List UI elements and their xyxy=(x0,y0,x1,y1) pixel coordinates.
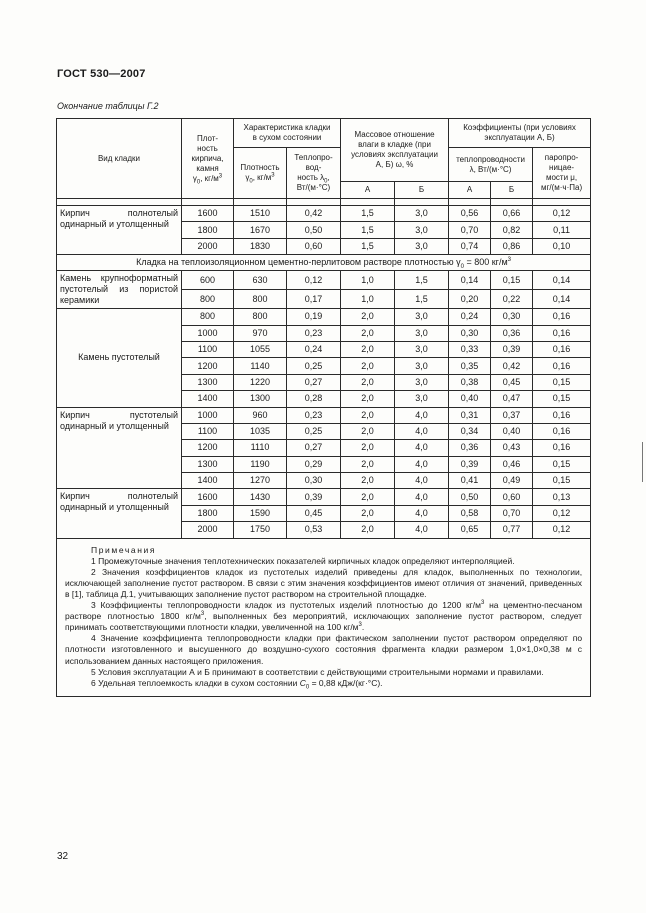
note-6: 6 Удельная теплоемкость кладки в сухом состоянии $C_0 = 0,88$ кДж/(кг·°С). xyxy=(91,677,383,691)
table-cell: 4,0 xyxy=(395,473,449,489)
table-cell: 0,30 xyxy=(491,309,533,325)
table-cell: 0,16 xyxy=(533,423,591,439)
table-cell: 0,16 xyxy=(533,325,591,341)
table-cell: 0,20 xyxy=(449,290,491,309)
table-cell: 0,15 xyxy=(533,473,591,489)
table-cell: 0,36 xyxy=(491,325,533,341)
table-cell: 1,5 xyxy=(341,222,395,238)
table-cell: 2,0 xyxy=(341,423,395,439)
table-cell: 0,37 xyxy=(491,407,533,423)
table-cell: 2,0 xyxy=(341,489,395,505)
table-cell: 1270 xyxy=(234,473,287,489)
table-cell: 800 xyxy=(234,290,287,309)
table-cell: 0,30 xyxy=(449,325,491,341)
table-cell: 0,50 xyxy=(287,222,341,238)
table-cell: 1,5 xyxy=(341,206,395,222)
table-cell: 0,12 xyxy=(287,271,341,290)
section-heading-part: = 800 кг/м xyxy=(463,257,508,268)
table-cell: 0,70 xyxy=(491,505,533,521)
section-row xyxy=(57,255,591,271)
table-cell: 1800 xyxy=(182,222,234,238)
table-cell: 1600 xyxy=(182,206,234,222)
table-cell: 3,0 xyxy=(395,206,449,222)
table-cell: 1600 xyxy=(182,489,234,505)
table-cell: 2,0 xyxy=(341,341,395,357)
table-cell: 1200 xyxy=(182,358,234,374)
header-conductivity-b: Б xyxy=(491,182,533,199)
header-dry-conductivity: Теплопро- вод- ность $\lambda_0$, Вт/(м·°С) xyxy=(287,148,341,199)
table-cell: 800 xyxy=(182,309,234,325)
table-cell: 0,24 xyxy=(287,341,341,357)
table-cell: 1100 xyxy=(182,423,234,439)
table-cell: 0,39 xyxy=(449,456,491,472)
table-cell: 1140 xyxy=(234,358,287,374)
table-caption: Окончание таблицы Г.2 xyxy=(57,101,159,111)
masonry-kind-cell: Камень крупноформатный пустотелый из пористой керамики xyxy=(57,271,182,309)
table-cell: 1800 xyxy=(182,505,234,521)
header-kind: Вид кладки xyxy=(57,119,182,199)
table-cell: 0,22 xyxy=(491,290,533,309)
table-cell: 0,35 xyxy=(449,358,491,374)
table-cell: 0,40 xyxy=(491,423,533,439)
note-5: 5 Условия эксплуатации А и Б принимают в соответствии с действующими строительными нормами и правилами. xyxy=(91,666,544,677)
table-cell: 4,0 xyxy=(395,423,449,439)
table-cell: 0,16 xyxy=(533,358,591,374)
table-cell: 3,0 xyxy=(395,325,449,341)
table-cell: 4,0 xyxy=(395,505,449,521)
header-vapor-permeability: паропро- ницае- мости μ, мг/(м·ч·Па) xyxy=(533,148,591,199)
table-cell: 0,14 xyxy=(533,271,591,290)
table-cell: 1,5 xyxy=(341,238,395,254)
table-cell: 2,0 xyxy=(341,358,395,374)
table-cell: 0,27 xyxy=(287,374,341,390)
note-4: 4 Значение коэффициента теплопроводности кладки при фактическом заполнении пустот раствором определяют по плотности изготовленного и высушенного до воздушно-сухого состояния фрагмента кладки размером 1,0×1,0×0,38 м с использованием данных настоящего приложения. xyxy=(65,633,583,666)
table-cell: 0,15 xyxy=(533,456,591,472)
table-cell: 3,0 xyxy=(395,238,449,254)
table-cell: 0,66 xyxy=(491,206,533,222)
table-cell: 1,5 xyxy=(395,271,449,290)
header-moisture: Массовое отношение влаги в кладке (при условиях эксплуатации А, Б) ω, % xyxy=(341,119,449,182)
table-cell: 2,0 xyxy=(341,505,395,521)
table-cell: 0,25 xyxy=(287,358,341,374)
table-cell: 0,27 xyxy=(287,440,341,456)
table-cell: 0,60 xyxy=(287,238,341,254)
table-row xyxy=(57,271,591,290)
table-cell: 1200 xyxy=(182,440,234,456)
table-cell: 630 xyxy=(234,271,287,290)
table-cell: 0,16 xyxy=(533,341,591,357)
table-cell: 2,0 xyxy=(341,473,395,489)
table-cell: 0,14 xyxy=(533,290,591,309)
note-1: 1 Промежуточные значения теплотехнических показателей кирпичных кладок определяют интерполяцией. xyxy=(91,555,515,566)
section-heading-part: 0 xyxy=(460,263,464,270)
table-cell: 970 xyxy=(234,325,287,341)
table-cell: 0,13 xyxy=(533,489,591,505)
table-cell: 4,0 xyxy=(395,489,449,505)
table-cell: 2,0 xyxy=(341,456,395,472)
table-cell: 0,45 xyxy=(491,374,533,390)
table-cell: 2,0 xyxy=(341,440,395,456)
table-cell: 1190 xyxy=(234,456,287,472)
header-conductivity-a: А xyxy=(449,182,491,199)
table-cell: 3,0 xyxy=(395,374,449,390)
table-cell: 0,16 xyxy=(533,407,591,423)
table-cell: 4,0 xyxy=(395,522,449,538)
table-cell: 0,74 xyxy=(449,238,491,254)
table-cell: 1430 xyxy=(234,489,287,505)
header-moisture-a: А xyxy=(341,182,395,199)
section-heading-part: 3 xyxy=(507,257,511,264)
header-brick-density: Плот- ность кирпича, камня $\gamma_0$, $кг/м^3$ xyxy=(182,119,234,199)
table-cell: 1510 xyxy=(234,206,287,222)
table-cell: 2,0 xyxy=(341,407,395,423)
note-2: 2 Значения коэффициентов кладок из пустотелых изделий приведены для кладок, выполненных по технологии, исключающей заполнение пустот раствором. В связи с этим значения коэффициентов имеют отличия от значений, приведенных в [1], таблица Д.1, учитывающих заполнение пустот раствором на строительной площадке. xyxy=(65,566,583,600)
header-dry-group: Характеристика кладки в сухом состоянии xyxy=(234,119,341,148)
table-cell: 1300 xyxy=(234,391,287,407)
table-cell: 3,0 xyxy=(395,341,449,357)
masonry-kind-cell: Кирпич полнотелый одинарный и утолщенный xyxy=(57,489,182,538)
table-cell: 0,16 xyxy=(533,309,591,325)
table-cell: 0,10 xyxy=(533,238,591,254)
table-cell: 2,0 xyxy=(341,325,395,341)
header-coefficients: Коэффициенты (при условиях эксплуатации А, Б) xyxy=(449,119,591,148)
table-cell: 0,36 xyxy=(449,440,491,456)
table-cell: 1400 xyxy=(182,473,234,489)
table-cell: 0,11 xyxy=(533,222,591,238)
masonry-kind-cell: Кирпич полнотелый одинарный и утолщенный xyxy=(57,206,182,255)
table-cell: 3,0 xyxy=(395,222,449,238)
table-cell: 1055 xyxy=(234,341,287,357)
table-cell: 0,12 xyxy=(533,505,591,521)
table-cell: 0,29 xyxy=(287,456,341,472)
table-cell: 1110 xyxy=(234,440,287,456)
header-moisture-b: Б xyxy=(395,182,449,199)
table-cell: 0,30 xyxy=(287,473,341,489)
table-cell: 0,14 xyxy=(449,271,491,290)
masonry-kind-cell: Кирпич пустотелый одинарный и утолщенный xyxy=(57,407,182,489)
table-cell: 0,15 xyxy=(491,271,533,290)
table-cell: 0,28 xyxy=(287,391,341,407)
notes-title: Примечания xyxy=(91,544,157,555)
table-cell: 1,0 xyxy=(341,290,395,309)
table-cell: 0,12 xyxy=(533,206,591,222)
table-cell: 1750 xyxy=(234,522,287,538)
table-row xyxy=(57,407,591,423)
notes-cell xyxy=(57,538,591,696)
section-heading xyxy=(57,255,591,271)
table-cell: 1220 xyxy=(234,374,287,390)
table-cell: 1590 xyxy=(234,505,287,521)
table-cell: 0,43 xyxy=(491,440,533,456)
table-cell: 0,39 xyxy=(287,489,341,505)
table-cell: 0,49 xyxy=(491,473,533,489)
table-cell: 0,31 xyxy=(449,407,491,423)
table-cell: 0,41 xyxy=(449,473,491,489)
table-cell: 3,0 xyxy=(395,391,449,407)
table-cell: 1000 xyxy=(182,325,234,341)
table-cell: 2000 xyxy=(182,522,234,538)
header-thermal-conductivity: теплопроводности λ, Вт/(м·°С) xyxy=(449,148,533,182)
note-3: 3 Коэффициенты теплопроводности кладок из пустотелых изделий плотностью до 1200 $кг/м^3$ на цементно-песчаном растворе плотностью 1800 $кг/м^3$, выполненных без мероприятий, исключающих заполнение пустот раствором, следует принимать соответствующими плотности кладки, увеличенной на 100 $кг/м^3$. xyxy=(65,600,583,633)
table-cell: 2,0 xyxy=(341,391,395,407)
table-row xyxy=(57,309,591,325)
table-cell: 0,58 xyxy=(449,505,491,521)
table-cell: 960 xyxy=(234,407,287,423)
page-number: 32 xyxy=(57,851,69,862)
thermal-properties-table xyxy=(56,118,591,697)
table-cell: 0,50 xyxy=(449,489,491,505)
table-cell: 0,45 xyxy=(287,505,341,521)
table-cell: 4,0 xyxy=(395,407,449,423)
table-cell: 0,56 xyxy=(449,206,491,222)
table-cell: 1300 xyxy=(182,456,234,472)
table-cell: 0,15 xyxy=(533,391,591,407)
table-cell: 0,15 xyxy=(533,374,591,390)
table-cell: 0,42 xyxy=(491,358,533,374)
table-cell: 0,33 xyxy=(449,341,491,357)
table-cell: 4,0 xyxy=(395,456,449,472)
table-cell: 0,42 xyxy=(287,206,341,222)
table-cell: 4,0 xyxy=(395,440,449,456)
table-cell: 0,12 xyxy=(533,522,591,538)
table-cell: 0,77 xyxy=(491,522,533,538)
table-cell: 1,5 xyxy=(395,290,449,309)
table-cell: 0,17 xyxy=(287,290,341,309)
table-cell: 0,47 xyxy=(491,391,533,407)
table-cell: 1400 xyxy=(182,391,234,407)
table-cell: 0,38 xyxy=(449,374,491,390)
table-cell: 0,86 xyxy=(491,238,533,254)
edge-mark xyxy=(642,442,643,482)
table-cell: 0,65 xyxy=(449,522,491,538)
table-cell: 0,23 xyxy=(287,407,341,423)
table-cell: 3,0 xyxy=(395,309,449,325)
table-cell: 0,70 xyxy=(449,222,491,238)
table-cell: 0,82 xyxy=(491,222,533,238)
table-cell: 2,0 xyxy=(341,374,395,390)
table-row xyxy=(57,206,591,222)
table-cell: 0,60 xyxy=(491,489,533,505)
table-row xyxy=(57,489,591,505)
table-cell: 1670 xyxy=(234,222,287,238)
table-cell: 1035 xyxy=(234,423,287,439)
table-cell: 800 xyxy=(182,290,234,309)
table-cell: 2,0 xyxy=(341,309,395,325)
header-dry-density: Плотность $\gamma_0$, $кг/м^3$ xyxy=(234,148,287,199)
table-cell: 0,24 xyxy=(449,309,491,325)
table-cell: 2,0 xyxy=(341,522,395,538)
table-cell: 0,40 xyxy=(449,391,491,407)
table-cell: 1300 xyxy=(182,374,234,390)
table-cell: 1000 xyxy=(182,407,234,423)
table-cell: 0,25 xyxy=(287,423,341,439)
document-code: ГОСТ 530—2007 xyxy=(57,68,146,80)
table-cell: 3,0 xyxy=(395,358,449,374)
table-cell: 0,53 xyxy=(287,522,341,538)
table-cell: 0,34 xyxy=(449,423,491,439)
table-cell: 0,19 xyxy=(287,309,341,325)
table-cell: 600 xyxy=(182,271,234,290)
table-cell: 0,16 xyxy=(533,440,591,456)
table-cell: 800 xyxy=(234,309,287,325)
table-cell: 0,23 xyxy=(287,325,341,341)
table-cell: 0,46 xyxy=(491,456,533,472)
table-cell: 1,0 xyxy=(341,271,395,290)
table-cell: 1830 xyxy=(234,238,287,254)
section-heading-part: Кладка на теплоизоляционном цементно-перлитовом растворе плотностью γ xyxy=(136,257,461,268)
table-cell: 1100 xyxy=(182,341,234,357)
table-cell: 2000 xyxy=(182,238,234,254)
table-cell: 0,39 xyxy=(491,341,533,357)
masonry-kind-cell: Камень пустотелый xyxy=(57,309,182,407)
